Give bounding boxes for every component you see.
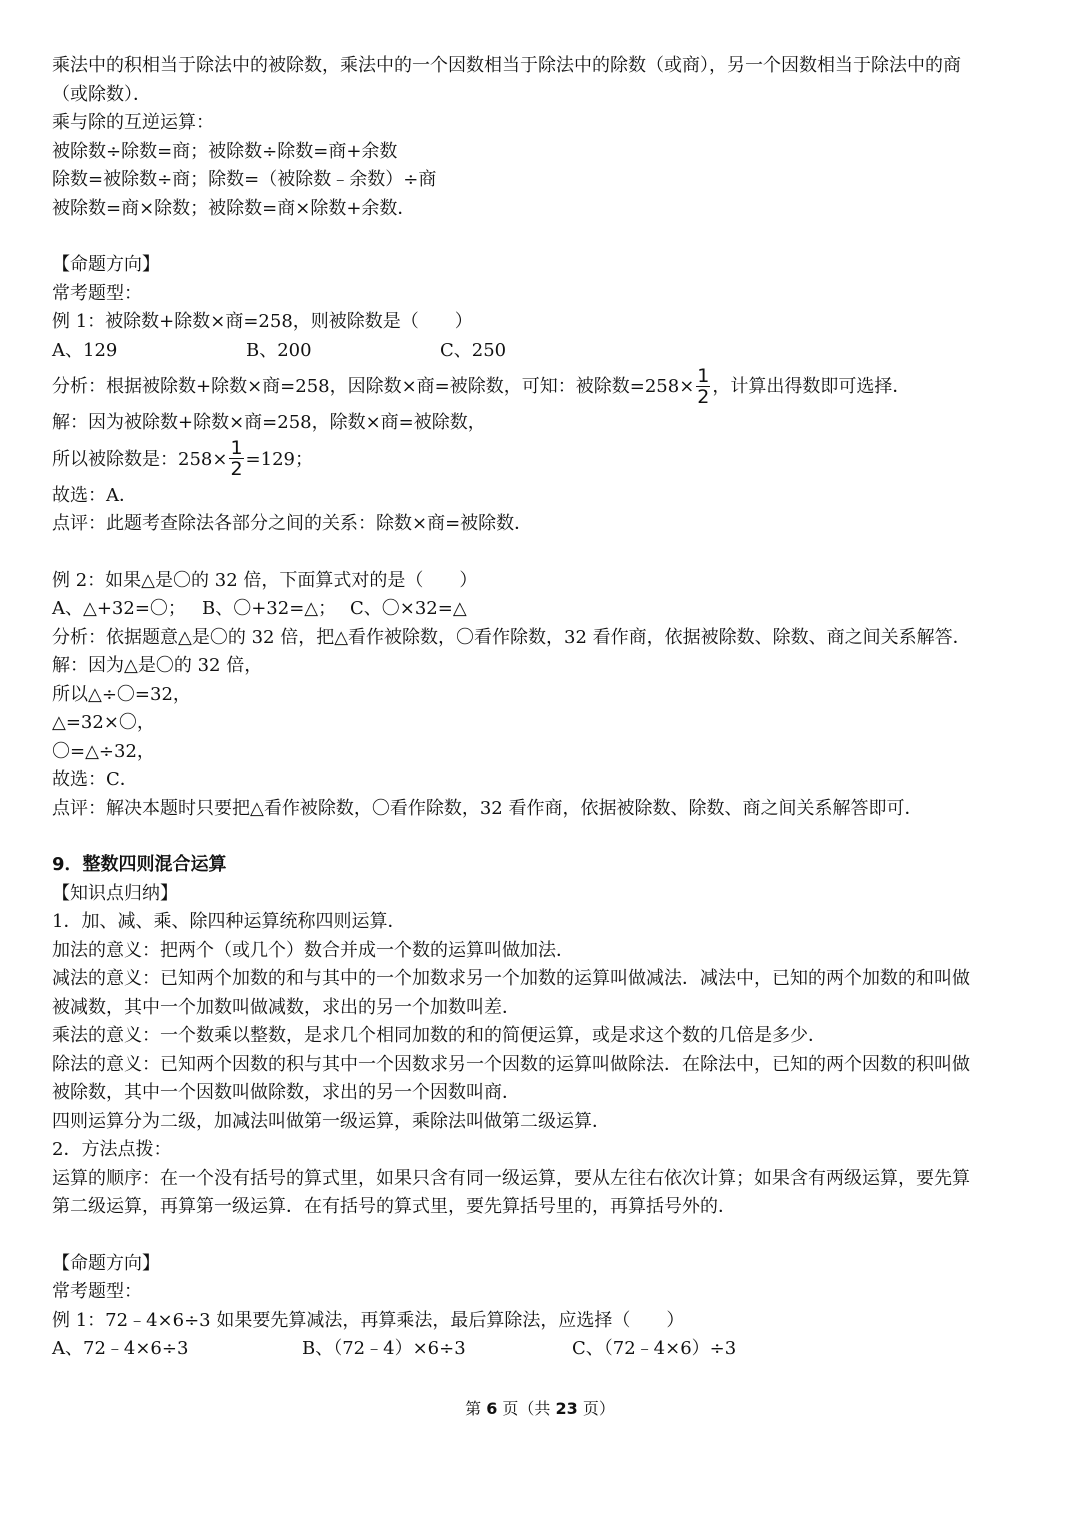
- ex2-question: 例 2：如果△是〇的 32 倍，下面算式对的是（ ）: [52, 569, 478, 591]
- page-footer: [0, 1396, 1080, 1419]
- intro-line-2: （或除数）．: [52, 83, 151, 105]
- section9-ex1-question: 例 1：72﹣4×6÷3 如果要先算减法，再算乘法，最后算除法，应选择（ ）: [52, 1309, 685, 1331]
- fraction-numerator: 1: [697, 364, 710, 387]
- section9-heading: 【命题方向】: [52, 1252, 160, 1274]
- section9-para-5a: 除法的意义：已知两个因数的积与其中一个因数求另一个因数的运算叫做除法．在除法中，已知的两个因数的积叫做: [52, 1053, 970, 1075]
- intro-line-4: 被除数÷除数=商；被除数÷除数=商+余数: [52, 140, 398, 162]
- ex1-solution-2-text: 所以被除数是：258×: [52, 448, 228, 470]
- section9-knowledge-heading: 【知识点归纳】: [52, 882, 178, 904]
- ex1-analysis-text: 分析：根据被除数+除数×商=258，因除数×商=被除数，可知：被除数=258×: [52, 376, 695, 397]
- ex2-solution-3: △=32×〇，: [52, 712, 155, 733]
- ex1-question: 例 1：被除数+除数×商=258，则被除数是（ ）: [52, 311, 473, 332]
- section9-para-4: 乘法的意义：一个数乘以整数，是求几个相同加数的和的简便运算，或是求这个数的几倍是多少．: [52, 1025, 826, 1046]
- ex2-option-b: B、〇+32=△；: [202, 598, 337, 619]
- section9-para-3b: 被减数，其中一个加数叫做减数，求出的另一个加数叫差．: [52, 996, 520, 1018]
- fraction-one-half: [229, 438, 243, 479]
- ex2-solution-2: 所以△÷〇=32，: [52, 683, 191, 705]
- section9-ex1-option-a: A、72﹣4×6÷3: [52, 1338, 189, 1359]
- footer-total-pages: 23: [555, 1399, 578, 1418]
- section9-ex1-option-c: C、（72﹣4×6）÷3: [572, 1338, 737, 1359]
- ex2-solution-4: 〇=△÷32，: [52, 740, 155, 762]
- section9-ex1-options: [52, 1335, 1042, 1364]
- fraction-denominator: 2: [697, 385, 710, 408]
- section9-para-6: 四则运算分为二级，加减法叫做第一级运算，乘除法叫做第二级运算．: [52, 1110, 610, 1132]
- fraction-numerator: 1: [230, 437, 243, 459]
- footer-suffix: 页）: [577, 1399, 615, 1418]
- ex1-solution-2-tail: =129；: [245, 448, 313, 470]
- section9-title: 9．整数四则混合运算: [52, 854, 227, 875]
- section9-subheading: 常考题型：: [52, 1281, 142, 1302]
- ex1-solution-1: 解：因为被除数+除数×商=258，除数×商=被除数，: [52, 412, 486, 433]
- section9-para-3a: 减法的意义：已知两个加数的和与其中的一个加数求另一个加数的运算叫做减法．减法中，已知的两个加数的和叫做: [52, 968, 970, 989]
- ex2-solution-1: 解：因为△是〇的 32 倍，: [52, 655, 263, 676]
- ex1-option-b: B、200: [246, 339, 312, 361]
- section9-para-8b: 第二级运算，再算第一级运算．在有括号的算式里，要先算括号里的，再算括号外的．: [52, 1196, 736, 1217]
- ex2-options: [52, 595, 1042, 624]
- fraction-denominator: 2: [230, 458, 243, 480]
- intro-line-3: 乘与除的互逆运算：: [52, 112, 214, 133]
- section9-para-8a: 运算的顺序：在一个没有括号的算式里，如果只含有同一级运算，要从左往右依次计算；如果含有两级运算，要先算: [52, 1167, 970, 1189]
- footer-middle: 页（共: [497, 1399, 556, 1418]
- intro-line-1: 乘法中的积相当于除法中的被除数，乘法中的一个因数相当于除法中的除数（或商），另一个因数相当于除法中的商: [52, 55, 961, 76]
- ex2-option-a: A、△+32=〇；: [52, 598, 186, 619]
- ex1-answer: 故选：A．: [52, 484, 137, 506]
- section9-para-1: 1．加、减、乘、除四种运算统称四则运算．: [52, 911, 406, 932]
- intro-line-5: 除数=被除数÷商；除数=（被除数﹣余数）÷商: [52, 169, 437, 190]
- section9-para-7: 2．方法点拨：: [52, 1139, 172, 1160]
- ex2-comment: 点评：解决本题时只要把△看作被除数，〇看作除数，32 看作商，依据被除数、除数、商之间关系解答即可．: [52, 797, 923, 819]
- ex2-option-c: C、〇×32=△: [350, 598, 467, 619]
- ex2-answer: 故选：C．: [52, 769, 138, 790]
- section9-ex1-option-b: B、（72﹣4）×6÷3: [302, 1338, 466, 1359]
- ex2-analysis: 分析：依据题意△是〇的 32 倍，把△看作被除数，〇看作除数，32 看作商，依据被除数、除数、商之间关系解答．: [52, 626, 971, 648]
- ex1-solution-2: [52, 438, 1042, 482]
- section8-heading: 【命题方向】: [52, 254, 160, 275]
- ex1-option-c: C、250: [440, 339, 507, 361]
- section8-subheading: 常考题型：: [52, 282, 142, 304]
- section9-para-5b: 被除数，其中一个因数叫做除数，求出的另一个因数叫商．: [52, 1082, 520, 1103]
- document-page: [52, 52, 1042, 1364]
- fraction-one-half: [696, 366, 710, 407]
- footer-page-number: 6: [486, 1399, 498, 1418]
- ex1-options: [52, 337, 1042, 366]
- ex1-option-a: A、129: [52, 339, 118, 361]
- ex1-analysis-tail: ，计算出得数即可选择．: [712, 376, 911, 397]
- intro-line-6: 被除数=商×除数；被除数=商×除数+余数．: [52, 197, 416, 219]
- section9-para-2: 加法的意义：把两个（或几个）数合并成一个数的运算叫做加法．: [52, 939, 574, 961]
- ex1-comment: 点评：此题考查除法各部分之间的关系：除数×商=被除数．: [52, 513, 533, 534]
- ex1-analysis: [52, 365, 1042, 409]
- footer-prefix: 第: [465, 1399, 487, 1418]
